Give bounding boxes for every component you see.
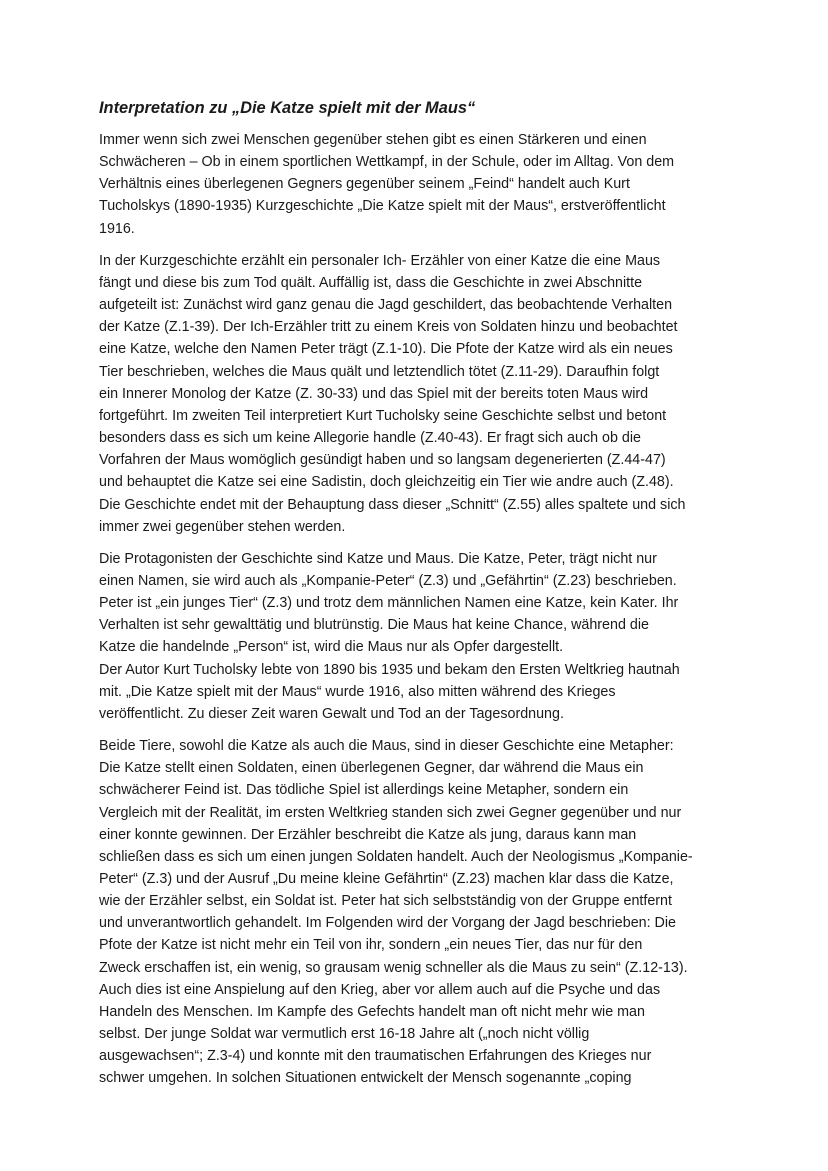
text-line: Auch dies ist eine Anspielung auf den Krieg, aber vor allem auch auf die Psyche und das [99, 981, 661, 998]
document-body [99, 96, 734, 1100]
paragraph-4 [99, 735, 734, 1090]
text-line: aufgeteilt ist: Zunächst wird ganz genau die Jagd geschildert, das beobachtende Verhalten [99, 297, 673, 314]
text-line: einer konnte gewinnen. Der Erzähler beschreibt die Katze als jung, daraus kann man [99, 826, 637, 843]
text-line: schwächerer Feind ist. Das tödliche Spiel ist allerdings keine Metapher, sondern ein [99, 782, 629, 799]
text-line: Vorfahren der Maus womöglich gesündigt haben und so langsam degenerierten (Z.44-47) [99, 452, 666, 469]
text-line: schwer umgehen. In solchen Situationen entwickelt der Mensch sogenannte „coping [99, 1070, 632, 1087]
text-line: fortgeführt. Im zweiten Teil interpretiert Kurt Tucholsky seine Geschichte selbst und betont [99, 407, 667, 424]
paragraph-container [99, 129, 734, 1090]
text-line: und behauptet die Katze sei eine Sadistin, doch gleichzeitig ein Tier wie andre auch (Z.48). [99, 474, 674, 491]
text-line: Verhalten ist sehr gewalttätig und blutrünstig. Die Maus hat keine Chance, während die [99, 617, 649, 634]
text-line: Die Protagonisten der Geschichte sind Katze und Maus. Die Katze, Peter, trägt nicht nur [99, 550, 657, 567]
text-line: ein Innerer Monolog der Katze (Z. 30-33) und das Spiel mit der bereits toten Maus wird [99, 385, 649, 402]
document-title: Interpretation zu „Die Katze spielt mit der Maus“ [99, 99, 476, 117]
text-line: schließen dass es sich um einen jungen Soldaten handelt. Auch der Neologismus „Kompanie- [99, 848, 693, 865]
paragraph-1 [99, 129, 734, 240]
text-line: eine Katze, welche den Namen Peter trägt (Z.1-10). Die Pfote der Katze wird als ein neues [99, 341, 673, 358]
text-line: Immer wenn sich zwei Menschen gegenüber stehen gibt es einen Stärkeren und einen [99, 132, 647, 148]
text-line: Pfote der Katze ist nicht mehr ein Teil von ihr, sondern „ein neues Tier, das nur für den [99, 937, 643, 954]
text-line: der Katze (Z.1-39). Der Ich-Erzähler tritt zu einem Kreis von Soldaten hinzu und beobachtet [99, 319, 678, 336]
text-line: Peter ist „ein junges Tier“ (Z.3) und trotz dem männlichen Namen eine Katze, kein Kater. Ihr [99, 595, 679, 612]
text-line: 1916. [99, 220, 135, 237]
text-line: Tier beschrieben, welches die Maus quält und letztendlich tötet (Z.11-29). Daraufhin folgt [99, 363, 660, 380]
text-line: ausgewachsen“; Z.3-4) und konnte mit den traumatischen Erfahrungen des Krieges nur [99, 1048, 652, 1065]
text-line: immer zwei gegenüber stehen werden. [99, 518, 346, 535]
text-line: In der Kurzgeschichte erzählt ein personaler Ich- Erzähler von einer Katze die eine Maus [99, 252, 661, 269]
paragraph-3 [99, 548, 734, 725]
text-line: Katze die handelnde „Person“ ist, wird die Maus nur als Opfer dargestellt. [99, 639, 564, 656]
text-line: Beide Tiere, sowohl die Katze als auch die Maus, sind in dieser Geschichte eine Metapher: [99, 738, 674, 755]
text-line: Vergleich mit der Realität, im ersten Weltkrieg standen sich zwei Gegner gegenüber und nur [99, 804, 682, 821]
text-line: wie der Erzähler selbst, ein Soldat ist. Peter hat sich selbstständig von der Gruppe entfernt [99, 893, 672, 910]
text-line: und unverantwortlich gehandelt. Im Folgenden wird der Vorgang der Jagd beschrieben: Die [99, 915, 676, 932]
text-line: Schwächeren – Ob in einem sportlichen Wettkampf, in der Schule, oder im Alltag. Von dem [99, 154, 675, 171]
text-line: Handeln des Menschen. Im Kampfe des Gefechts handelt man oft nicht mehr wie man [99, 1003, 645, 1020]
text-line: Die Geschichte endet mit der Behauptung dass dieser „Schnitt“ (Z.55) alles spaltete und sich [99, 496, 686, 513]
text-line: Verhältnis eines überlegenen Gegners gegenüber seinem „Feind“ handelt auch Kurt [99, 176, 630, 193]
text-line: fängt und diese bis zum Tod quält. Auffällig ist, dass die Geschichte in zwei Abschnitte [99, 274, 643, 291]
text-line: Der Autor Kurt Tucholsky lebte von 1890 bis 1935 und bekam den Ersten Weltkrieg hautnah [99, 661, 680, 678]
text-line: selbst. Der junge Soldat war vermutlich erst 16-18 Jahre alt („noch nicht völlig [99, 1026, 590, 1043]
text-line: besonders dass es sich um keine Allegorie handle (Z.40-43). Er fragt sich auch ob die [99, 430, 641, 447]
text-line: Zweck erschaffen ist, ein wenig, so grausam wenig schneller als die Maus zu sein“ (Z.12-13). [99, 959, 688, 976]
paragraph-2 [99, 250, 734, 538]
text-line: Peter“ (Z.3) und der Ausruf „Du meine kleine Gefährtin“ (Z.23) machen klar dass die Katze, [99, 871, 674, 887]
text-line: mit. „Die Katze spielt mit der Maus“ wurde 1916, also mitten während des Krieges [99, 683, 616, 700]
text-line: veröffentlicht. Zu dieser Zeit waren Gewalt und Tod an der Tagesordnung. [99, 705, 564, 722]
text-line: Die Katze stellt einen Soldaten, einen überlegenen Gegner, dar während die Maus ein [99, 760, 644, 777]
text-line: einen Namen, sie wird auch als „Kompanie-Peter“ (Z.3) und „Gefährtin“ (Z.23) beschrieben. [99, 572, 677, 589]
text-line: Tucholskys (1890-1935) Kurzgeschichte „Die Katze spielt mit der Maus“, erstveröffentlicht [99, 198, 666, 215]
